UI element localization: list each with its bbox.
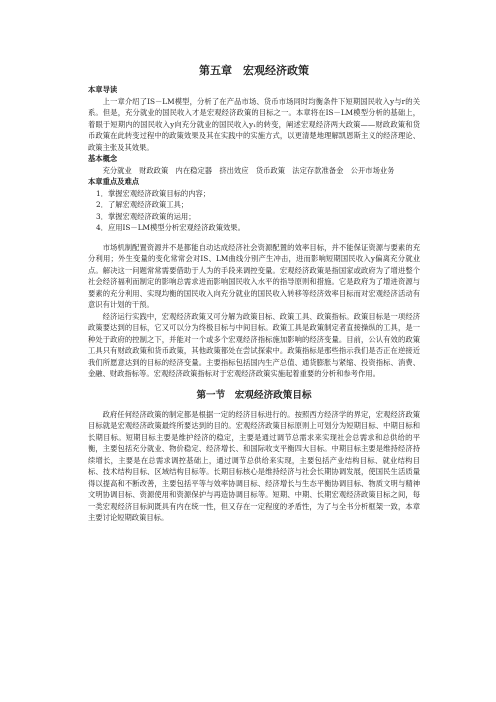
intro-paragraph-1: 市场机制配置资源并不是都能自动达成经济社会资源配置的效率目标，并不能保证资源与要素的充分利用；外生变量的变化常常会对IS、LM曲线分别产生冲击，进而影响短期国民收入y偏离充分就业点。解决这一问题常常需要借助于人为的手段来调控变量。宏观经济政策是指国家或政府为了增进整个社会经济福利而制定的影响总需求进而影响国民收入水平的指导原则和措施。它是政府为了增进资源与要素的充分利用、实现均衡的国民收入向充分就业的国民收入转移等经济效率目标而对宏观经济活动有意识有计划的干预。	[88, 242, 420, 309]
concepts-list: 充分就业 财政政策 内在稳定器 挤出效应 货币政策 法定存款准备金 公开市场业务	[102, 165, 395, 175]
section-paragraph-1: 政府任何经济政策的制定都是根据一定的经济目标进行的。按照西方经济学的界定，宏观经济政策目标就是宏观经济政策最终所要达到的目的。宏观经济政策目标原则上可划分为短期目标、中期目标和长期目标。短期目标主要是维护经济的稳定，主要是通过调节总需求来实现社会总需求和总供给的平衡，主要包括充分就业、物价稳定、经济增长、和国际收支平衡四大目标。中期目标主要是维持经济持续增长，主要是在总需求调控基础上，通过调节总供给来实现，主要包括产业结构目标、就业结构目标、技术结构目标、区域结构目标等。长期目标核心是维持经济与社会长期协调发展，使国民生活质量得以提高和不断改善，主要包括平等与效率协调目标、经济增长与生态平衡协调目标、物质文明与精神文明协调目标、资源使用和资源保护与再造协调目标等。短期、中期、长期宏观经济政策目标之间，每一类宏观经济目标间既具有内在统一性，但又存在一定程度的矛盾性，为了与全书分析框架一致，本章主要讨论短期政策目标。	[88, 409, 420, 522]
guide-paragraph: 上一章介绍了IS－LM模型，分析了在产品市场、货币市场同时均衡条件下短期国民收入y与r的关系。但是，充分就业的国民收入才是宏观经济政策的目标之一。本章将在IS－LM模型分析的基础上，着眼于短期内的国民收入y向充分就业的国民收入y₁的转变，阐述宏观经济两大政策——财政政策和货币政策在此转变过程中的政策效果及其在实践中的实施方式，以更清楚地理解凯恩斯主义的经济理论、政策主张及其效果。	[88, 96, 420, 152]
key-point-item: 2．了解宏观经济政策工具；	[96, 200, 189, 209]
key-points-label: 本章重点及难点	[88, 177, 140, 186]
guide-label: 本章导读	[88, 85, 118, 94]
key-point-item: 1．掌握宏观经济政策目标的内容；	[96, 188, 211, 198]
section-title: 第一节 宏观经济政策目标	[196, 389, 312, 401]
chapter-title: 第五章 宏观经济政策	[199, 64, 309, 77]
intro-paragraph-2: 经济运行实践中，宏观经济政策又可分解为政策目标、政策工具、政策指标。政策目标是一项经济政策要达到的目标，它又可以分为终极目标与中间目标。政策工具是政策制定者直接操纵的工具，是一种处于政府的控制之下，并能对一个或多个宏观经济指标施加影响的经济变量。目前，公认有效的政策工具只有财政政策和货币政策，其他政策都处在尝试探索中。政策指标是那些指示我们是否正在逆接近我们所愿意达到的目标的经济变量。主要指标包括国内生产总值、通货膨胀与紧缩、投资指标、消费、金融、财政指标等。宏观经济政策指标对于宏观经济政策实施起着重要的分析和参考作用。	[88, 311, 420, 378]
concepts-label: 基本概念	[88, 154, 118, 163]
key-point-item: 4．应用IS－LM模型分析宏观经济政策效果。	[96, 223, 245, 232]
key-points-list	[88, 188, 420, 234]
key-point-item: 3．掌握宏观经济政策的运用；	[96, 211, 196, 221]
